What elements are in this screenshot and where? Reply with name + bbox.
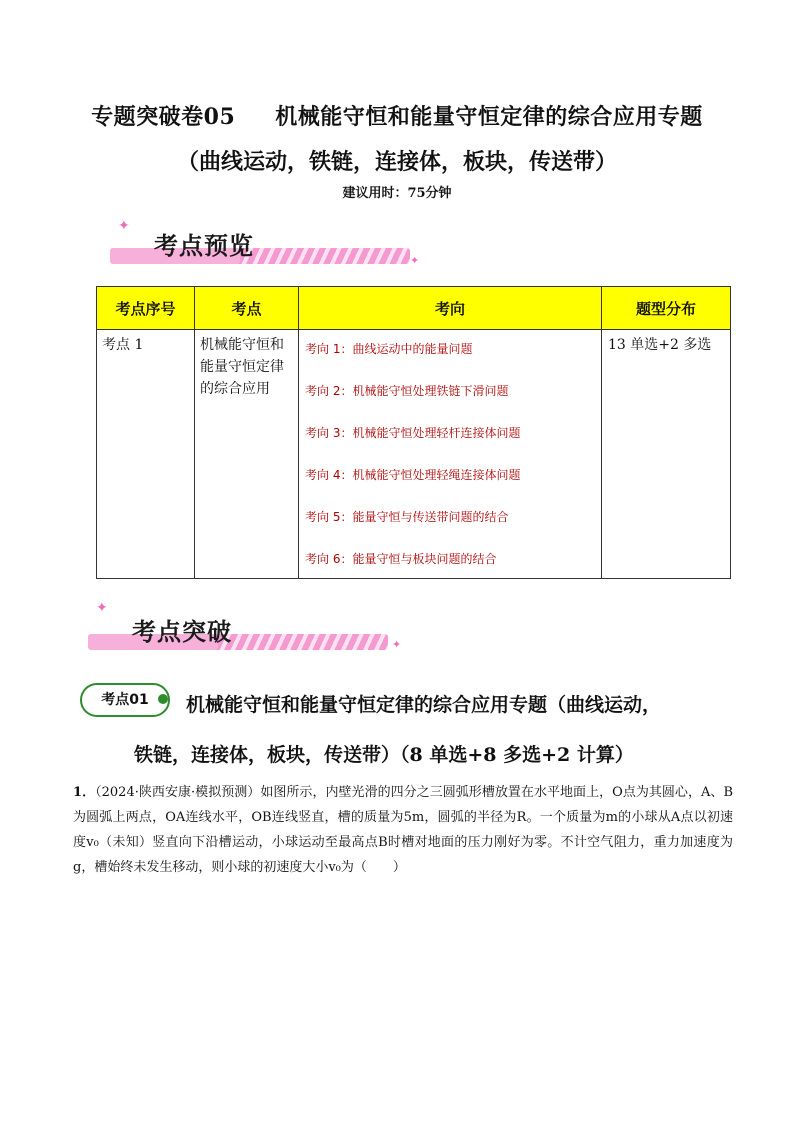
sparkle-icon: ✦ (410, 254, 420, 267)
table-header-row (97, 287, 731, 330)
direction-item: 考向 5：能量守恒与传送带问题的结合 (305, 510, 509, 524)
question-number: 1． (73, 785, 96, 800)
breakthrough-banner-label: 考点突破 (132, 618, 232, 646)
direction-item: 考向 3：机械能守恒处理轻杆连接体问题 (305, 426, 521, 440)
sparkle-icon: ✦ (392, 638, 402, 651)
sparkle-icon: ✦ (118, 218, 130, 234)
header-direction: 考向 (299, 287, 602, 330)
cell-distribution: 13 单选+2 多选 (602, 330, 731, 579)
section-title-line1: 机械能守恒和能量守恒定律的综合应用专题（曲线运动， (186, 694, 662, 716)
table-row (97, 330, 731, 579)
cell-point: 机械能守恒和能量守恒定律的综合应用 (195, 330, 299, 579)
direction-item: 考向 6：能量守恒与板块问题的结合 (305, 552, 497, 566)
overview-banner-label: 考点预览 (154, 232, 254, 260)
page-subtitle: （曲线运动，铁链，连接体，板块，传送带） (176, 149, 617, 175)
breakthrough-banner (88, 612, 388, 658)
header-point-no: 考点序号 (97, 287, 195, 330)
direction-item: 考向 2：机械能守恒处理铁链下滑问题 (305, 384, 509, 398)
overview-banner (110, 226, 410, 272)
section-badge: 考点01 (80, 683, 170, 717)
question-source: （2024·陕西安康·模拟预测） (95, 785, 261, 800)
cell-directions (299, 330, 602, 579)
direction-item: 考向 4：机械能守恒处理轻绳连接体问题 (305, 468, 521, 482)
question-text: 如图所示，内壁光滑的四分之三圆弧形槽放置在水平地面上，O点为其圆心，A、B为圆弧上两点，OA连线水平，OB连线竖直，槽的质量为5m，圆弧的半径为R。一个质量为m的小球从A点以初速度v₀（未知）竖直向下沿槽运动，小球运动至最高点B时槽对地面的压力刚好为零。不计空气阻力，重力加速度为g，槽始终未发生移动，则小球的初速度大小v₀为（ ） (73, 785, 733, 875)
title-part2: 机械能守恒和能量守恒定律的综合应用专题 (275, 104, 703, 130)
title-part1: 专题突破卷05 (91, 104, 236, 130)
overview-table (96, 286, 731, 579)
suggested-time: 建议用时：75分钟 (342, 186, 452, 201)
sparkle-icon: ✦ (96, 600, 108, 616)
cell-point-no: 考点 1 (97, 330, 195, 579)
direction-item: 考向 1：曲线运动中的能量问题 (305, 342, 473, 356)
leaf-icon (158, 694, 168, 704)
section-title-line2: 铁链，连接体，板块，传送带）（8 单选+8 多选+2 计算） (134, 744, 634, 766)
header-distribution: 题型分布 (602, 287, 731, 330)
header-point: 考点 (195, 287, 299, 330)
page-title (0, 100, 794, 131)
question-1 (73, 780, 733, 880)
